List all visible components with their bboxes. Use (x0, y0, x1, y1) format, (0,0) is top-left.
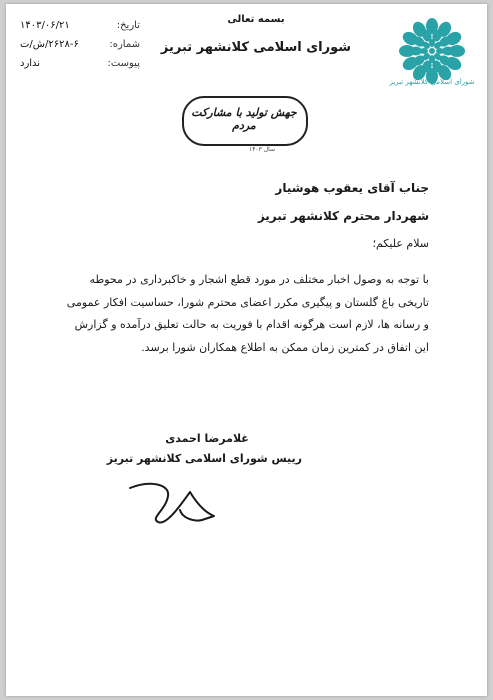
number-value: ۲۶۲۸-۶/ش/ت (20, 39, 79, 50)
logo-petal (420, 48, 428, 54)
signatory-name: غلامرضا احمدی (165, 432, 249, 445)
letter-meta (20, 16, 140, 73)
council-title: شورای اسلامی کلانشهر تبریز (160, 40, 352, 55)
body-line: و رسانه ها، لازم است هرگونه اقدام با فوریت به حالت تعلیق درآمده و گزارش (74, 318, 429, 331)
body-line: این اتفاق در کمترین زمان ممکن به اطلاع همکاران شورا برسد. (141, 340, 429, 354)
logo-petal (429, 39, 435, 47)
meta-date-row (20, 16, 140, 35)
signatory-title: رییس شورای اسلامی کلانشهر تبریز (106, 452, 302, 465)
handwritten-signature-icon (110, 466, 230, 526)
logo-petal (436, 48, 444, 54)
date-value: ۱۴۰۳/۰۶/۲۱ (20, 20, 70, 31)
attachment-label: پیوست: (107, 58, 140, 69)
addressee (129, 174, 429, 230)
slogan-text: جهش تولید با مشارکت مردم (191, 106, 297, 132)
body-line: تاریخی باغ گلستان و پیگیری مکرر اعضای محترم شورا، حساسیت افکار عمومی (66, 295, 429, 309)
letter-body (49, 269, 429, 359)
addressee-position: شهردار محترم کلانشهر تبریز (257, 209, 429, 223)
logo-center (429, 48, 435, 54)
meta-number-row (20, 35, 140, 54)
logo-caption: شورای اسلامی کلانشهر تبریز (389, 78, 475, 86)
flower-logo-icon (397, 18, 467, 84)
number-label: شماره: (109, 39, 140, 50)
logo-petal (429, 55, 435, 63)
salutation: سلام علیکم؛ (372, 237, 429, 250)
basmala: بسمه تعالی (227, 14, 285, 25)
addressee-name: جناب آقای یعقوب هوشیار (275, 181, 429, 195)
letter-page (6, 4, 487, 696)
slogan-year: سال ۱۴۰۳ (248, 146, 275, 153)
slogan-emblem (182, 90, 308, 162)
body-line: با توجه به وصول اخبار مختلف در مورد قطع اشجار و خاکبرداری در محوطه (89, 273, 429, 286)
meta-attachment-row (20, 54, 140, 73)
attachment-value: ندارد (20, 58, 41, 69)
date-label: تاریخ: (116, 20, 140, 31)
